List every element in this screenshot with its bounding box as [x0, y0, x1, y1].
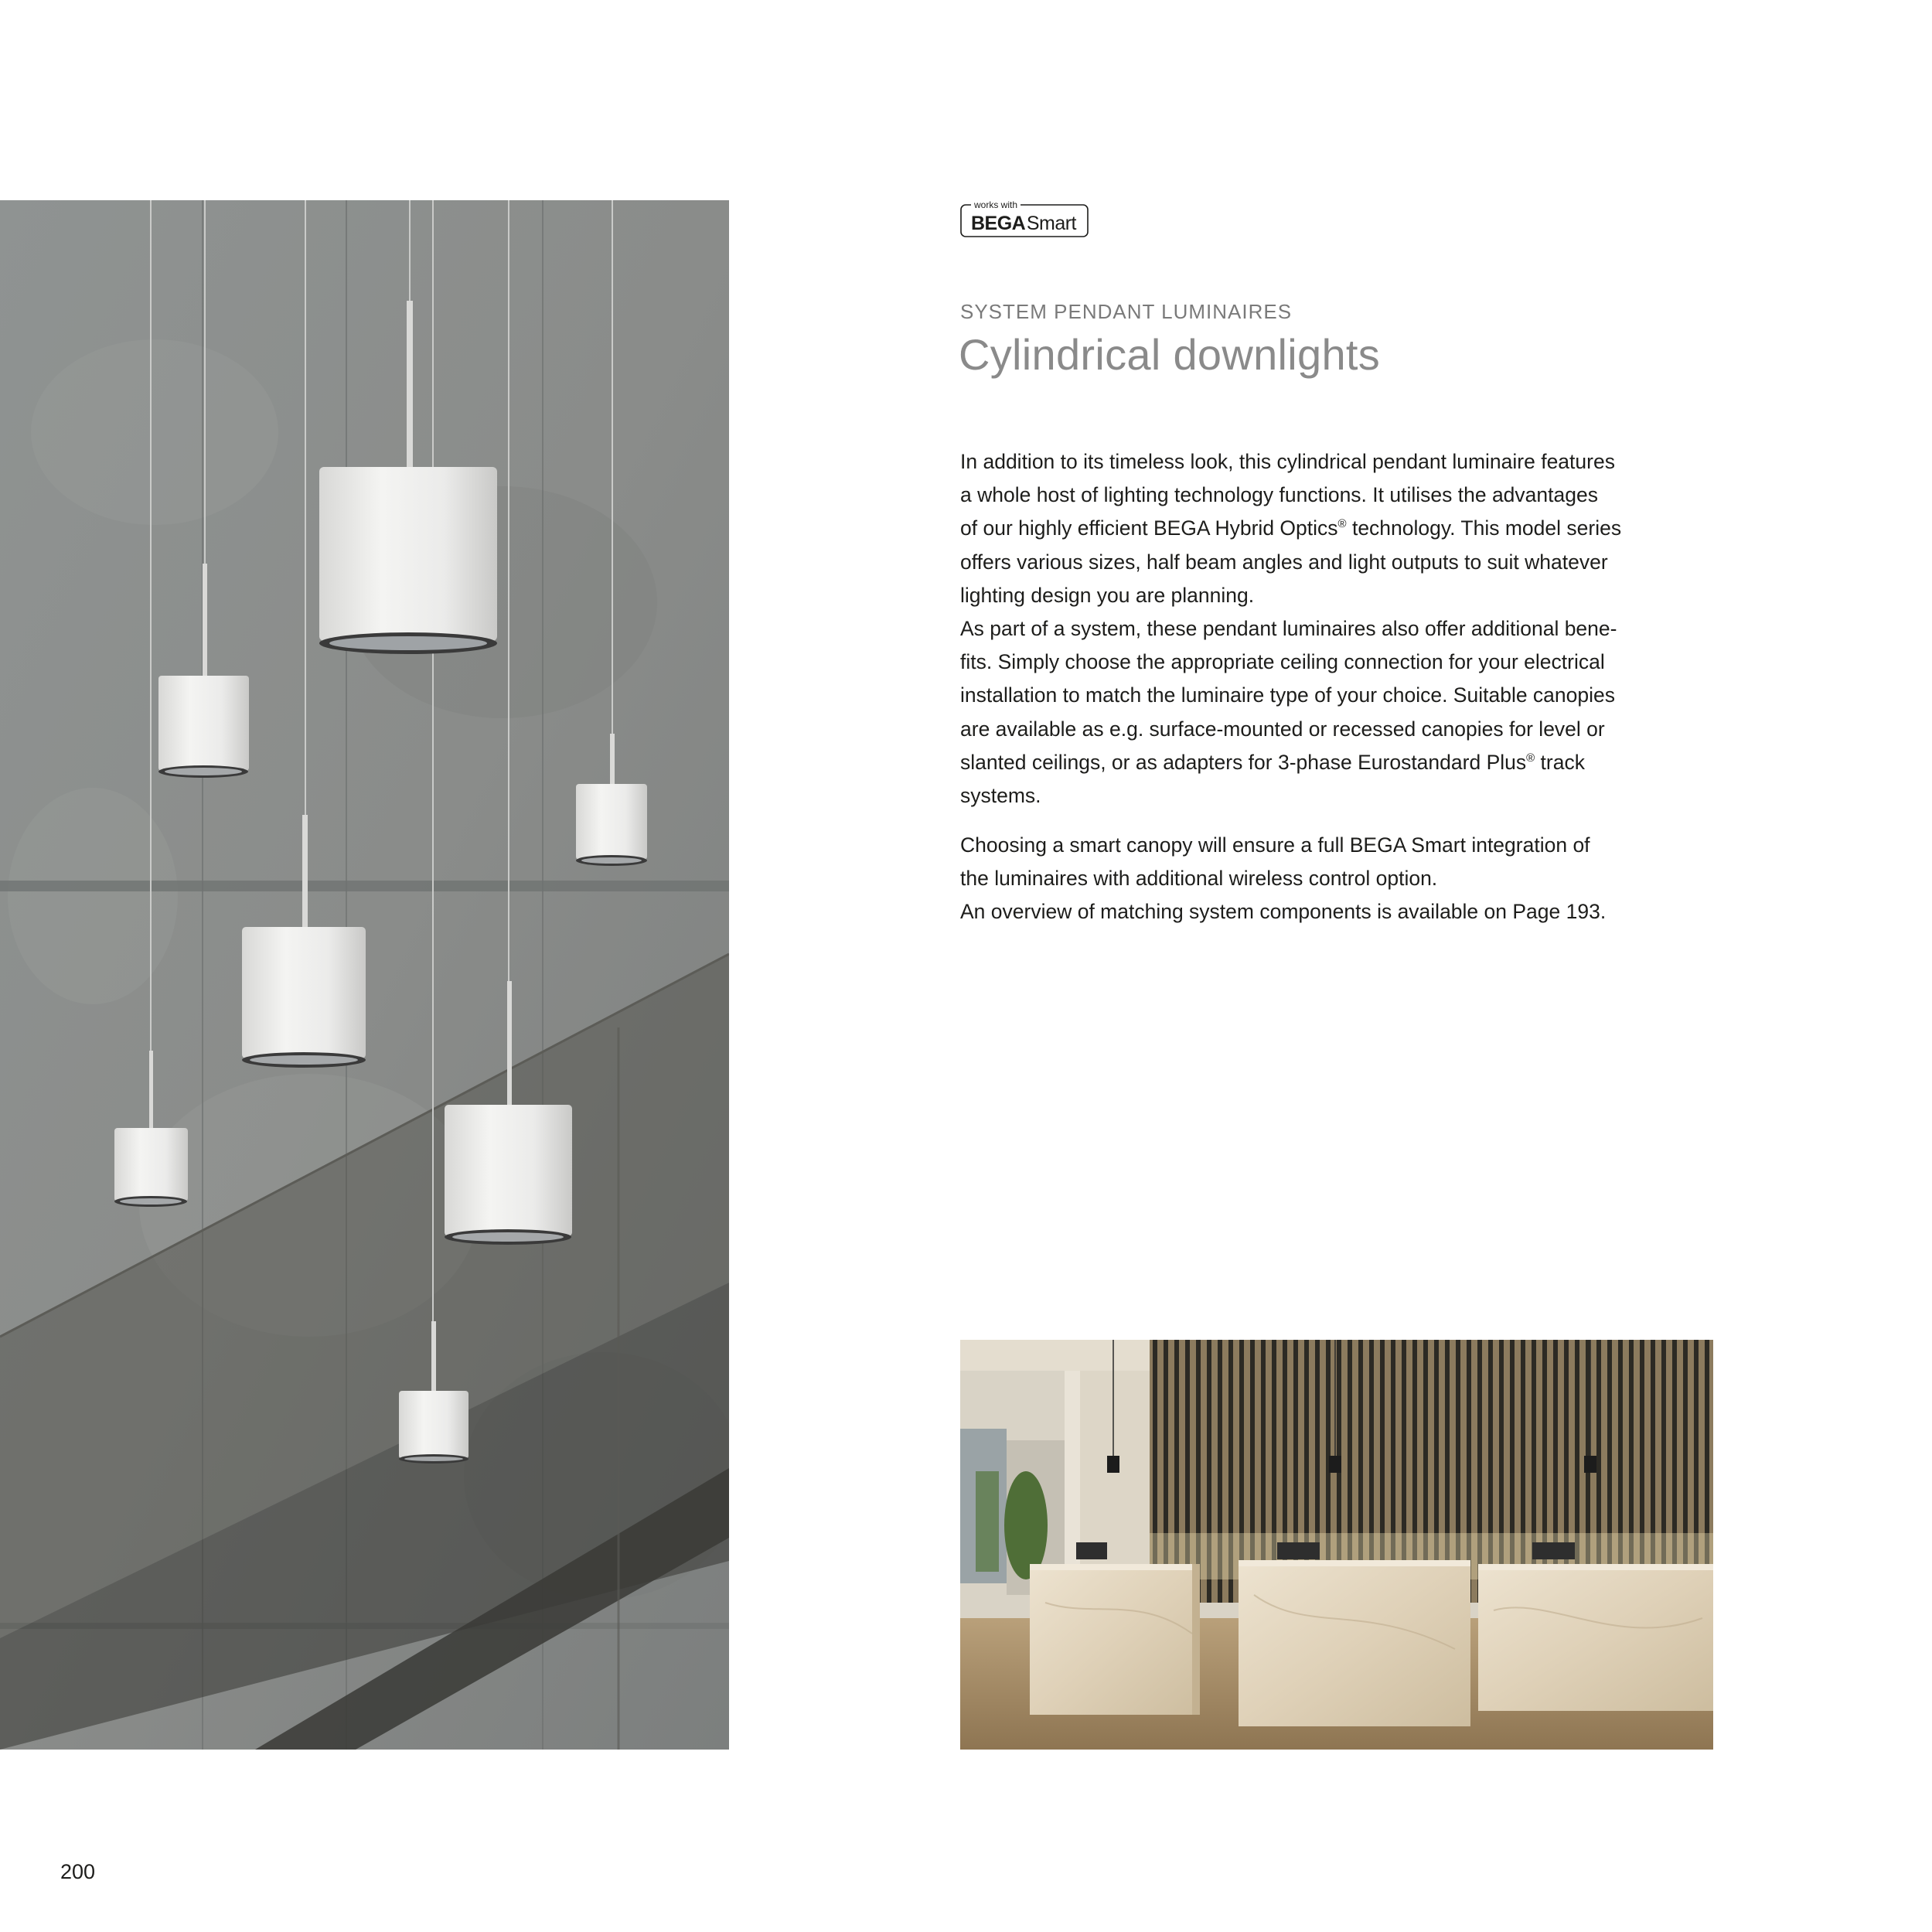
body-line: the luminaires with additional wireless control option.	[960, 867, 1438, 891]
body-paragraph-smart	[960, 829, 1718, 929]
body-paragraph-intro	[960, 445, 1718, 813]
body-line: Choosing a smart canopy will ensure a full BEGA Smart integration of	[960, 833, 1590, 857]
body-line: slanted ceilings, or as adapters for 3-phase Eurostandard Plus® track	[960, 750, 1585, 774]
badge-brand-text	[971, 213, 1076, 234]
page-number: 200	[60, 1860, 96, 1883]
body-line: In addition to its timeless look, this cylindrical pendant luminaire features	[960, 450, 1615, 473]
body-line: An overview of matching system components is available on Page 193.	[960, 900, 1607, 924]
body-line: lighting design you are planning.	[960, 583, 1255, 607]
badge-works-with: works with	[971, 199, 1021, 210]
body-line: a whole host of lighting technology functions. It utilises the advantages	[960, 483, 1598, 507]
badge-brand: BEGA	[971, 213, 1026, 234]
page-title: Cylindrical downlights	[959, 330, 1381, 379]
pendant-cylinder-large	[319, 467, 497, 654]
body-line: of our highly efficient BEGA Hybrid Optics® technology. This model series	[960, 516, 1622, 540]
body-line: systems.	[960, 784, 1041, 808]
section-kicker: SYSTEM PENDANT LUMINAIRES	[960, 300, 1293, 323]
badge-product: Smart	[1026, 213, 1077, 234]
body-line: As part of a system, these pendant luminaires also offer additional bene-	[960, 617, 1617, 641]
body-line: installation to match the luminaire type of your choice. Suitable canopies	[960, 683, 1616, 707]
body-line: fits. Simply choose the appropriate ceiling connection for your electrical	[960, 650, 1605, 674]
body-line: offers various sizes, half beam angles and light outputs to suit whatever	[960, 550, 1608, 574]
body-line: are available as e.g. surface-mounted or recessed canopies for level or	[960, 717, 1605, 741]
bega-smart-logo	[960, 199, 1089, 237]
lobby-reception-photo	[960, 1340, 1713, 1750]
hero-photo-pendant-luminaires	[0, 200, 729, 1750]
